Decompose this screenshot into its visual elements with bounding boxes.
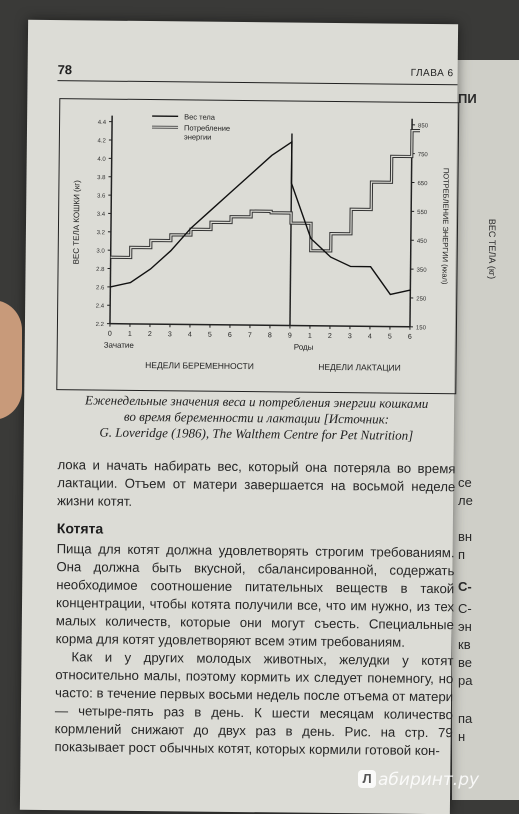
x-tick-label: 6 bbox=[408, 334, 412, 341]
y-axis-label-left: ВЕС ТЕЛА КОШКИ (кг) bbox=[72, 180, 82, 265]
figure-frame bbox=[56, 98, 459, 394]
right-page-fragment: се bbox=[458, 474, 472, 492]
y-left-tick-label: 2.2 bbox=[96, 322, 105, 328]
legend-label-energy: Потребление bbox=[184, 123, 230, 132]
x-tick-label: 4 bbox=[368, 333, 372, 340]
caption-line: G. Loveridge (1986), The Walthem Centre for Pet Nutrition] bbox=[59, 424, 454, 444]
body-paragraph: Как и у других молодых животных, желудки у котят относительно малы, поэтому кормить их следует понемногу, но часто: в течение первых восьми недель после отъема от матери — четыре-пять раз в день. К шести месяцам количество кормлений снижают до двух раз в день. Рис. на стр. 79 показывает рост обычных котят, которых кормили готовой кон- bbox=[54, 648, 453, 760]
x-tick-label: 5 bbox=[208, 332, 212, 339]
right-page-fragment: С- bbox=[458, 600, 472, 618]
y-left-tick-label: 4.0 bbox=[97, 157, 106, 163]
x-tick-label: 0 bbox=[108, 331, 112, 338]
book-page bbox=[20, 20, 458, 814]
caption-line: Еженедельные значения веса и потребления энергии кошками bbox=[59, 392, 454, 412]
labirint-logo-icon: Л bbox=[358, 770, 376, 788]
y-left-tick-label: 3.2 bbox=[97, 230, 106, 236]
y-right-tick-label: 250 bbox=[416, 296, 427, 302]
figure-caption bbox=[59, 392, 454, 444]
right-page-axis-label: ВЕС ТЕЛА (кг) bbox=[483, 219, 501, 279]
right-page-fragment: па bbox=[458, 710, 472, 728]
x-tick-label: 2 bbox=[328, 333, 332, 340]
y-left-tick-label: 2.6 bbox=[96, 285, 105, 291]
body-paragraph: Пища для котят должна удовлетворять строгим требованиям. Она должна быть вкусной, сбалансированной, содержать необходимое соотношение питательных веществ в такой концентрации, чтобы котята получили все, что им нужно, из тех малых количеств, которые они могут съесть. Специальные корма для котят удовлетворяют всем этим требованиям. bbox=[56, 540, 455, 652]
y-right-tick-label: 150 bbox=[416, 325, 427, 331]
right-page-fragment: кв bbox=[458, 636, 471, 654]
legend-label-weight: Вес тела bbox=[184, 112, 216, 121]
y-axis-label-right: ПОТРЕБЛЕНИЕ ЭНЕРГИИ (ккал) bbox=[440, 168, 450, 285]
y-left-tick-label: 2.4 bbox=[96, 304, 105, 310]
weight-energy-chart bbox=[57, 99, 458, 393]
y-left-tick-label: 3.4 bbox=[97, 212, 106, 218]
y-right-tick-label: 350 bbox=[417, 268, 428, 274]
x-tick-label: 4 bbox=[188, 331, 192, 338]
caption-line: во время беременности и лактации [Источник: bbox=[59, 408, 454, 428]
x-tick-label: 2 bbox=[148, 331, 152, 338]
x-tick-label: 7 bbox=[248, 332, 252, 339]
section-title: Котята bbox=[57, 520, 104, 536]
right-page-fragment: п bbox=[458, 546, 465, 564]
y-right-tick-label: 450 bbox=[417, 239, 428, 245]
running-header bbox=[58, 62, 458, 85]
x-axis-label-pregnancy: НЕДЕЛИ БЕРЕМЕННОСТИ bbox=[145, 360, 254, 371]
x-tick-label: 6 bbox=[228, 332, 232, 339]
x-tick-label: 5 bbox=[388, 334, 392, 341]
weight-series-line bbox=[110, 140, 412, 295]
right-page-fragment: вн bbox=[458, 528, 472, 546]
thumb bbox=[0, 300, 22, 420]
right-page-fragment: ра bbox=[458, 672, 472, 690]
right-page-fragment: эн bbox=[458, 618, 472, 636]
right-page-fragment: н bbox=[458, 728, 465, 746]
y-right-tick-label: 550 bbox=[417, 210, 428, 216]
adjacent-page bbox=[452, 60, 519, 800]
x-axis-label-lactation: НЕДЕЛИ ЛАКТАЦИИ bbox=[318, 362, 401, 373]
energy-series-line-inner bbox=[111, 127, 420, 260]
y-left-tick-label: 2.8 bbox=[96, 267, 105, 273]
y-left-tick-label: 4.2 bbox=[98, 138, 107, 144]
x-axis bbox=[110, 324, 410, 327]
y-left-tick-label: 3.6 bbox=[97, 193, 106, 199]
x-tick-label: 3 bbox=[168, 331, 172, 338]
y-left-tick-label: 4.4 bbox=[98, 120, 107, 126]
right-page-header: ПИ bbox=[458, 90, 477, 108]
x-tick-label: 1 bbox=[128, 331, 132, 338]
right-page-fragment: ве bbox=[458, 654, 472, 672]
x-tick-label: 9 bbox=[288, 333, 292, 340]
x-tick-label: 3 bbox=[348, 333, 352, 340]
watermark-text: абиринт.ру bbox=[378, 770, 479, 790]
body-paragraph: лока и начать набирать вес, который она потеряла во время лактации. Отъем от матери завершается на восьмой неделе жизни котят. bbox=[57, 456, 456, 514]
page-number: 78 bbox=[58, 62, 73, 77]
right-page-fragment: ле bbox=[458, 492, 473, 510]
right-page-fragment: С- bbox=[458, 578, 472, 596]
conception-label: Зачатие bbox=[104, 341, 135, 350]
x-tick-label: 1 bbox=[308, 333, 312, 340]
y-right-tick-label: 750 bbox=[418, 152, 429, 158]
chapter-label: ГЛАВА 6 bbox=[411, 68, 454, 79]
legend-label-energy: энергии bbox=[184, 132, 212, 141]
y-axis-left bbox=[110, 116, 112, 324]
x-tick-label: 8 bbox=[268, 332, 272, 339]
y-left-tick-label: 3.8 bbox=[97, 175, 106, 181]
birth-label: Роды bbox=[294, 343, 314, 352]
y-right-tick-label: 650 bbox=[417, 181, 428, 187]
y-left-tick-label: 3.0 bbox=[96, 249, 105, 255]
y-right-tick-label: 850 bbox=[418, 123, 429, 129]
